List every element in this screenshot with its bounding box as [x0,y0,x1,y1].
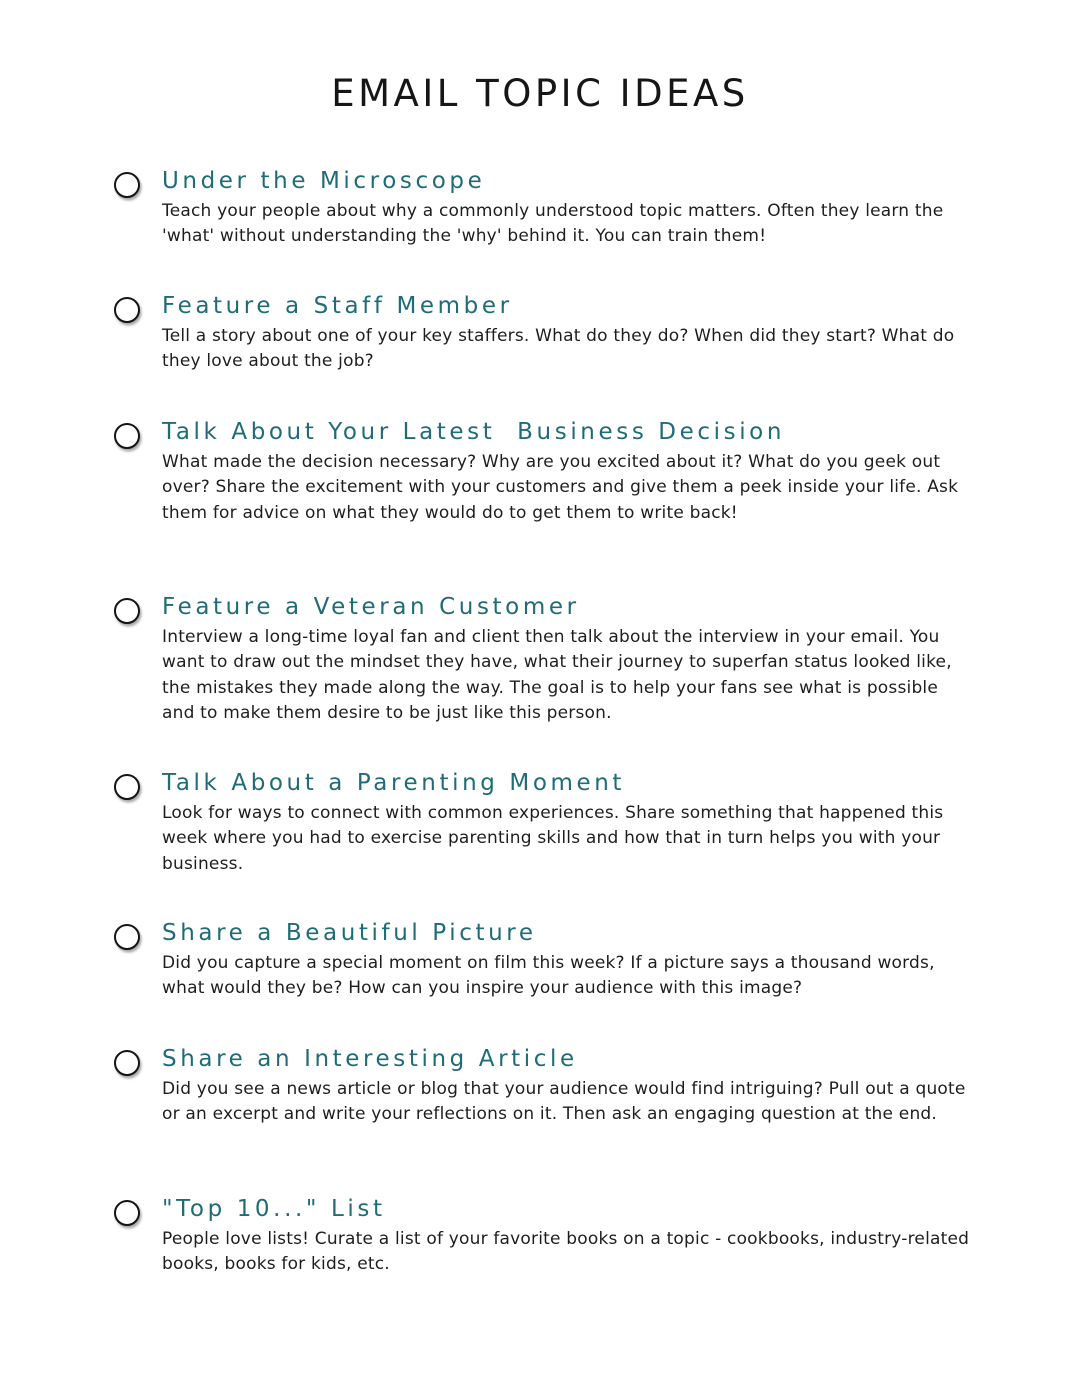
topic-title: Under the Microscope [162,168,486,194]
topic-title: Feature a Veteran Customer [162,594,580,620]
topic-checkbox[interactable] [114,423,140,449]
topic-description: Interview a long-time loyal fan and client then talk about the interview in your email. You want to draw out the mindset they have, what their journey to superfan status looked like, the mistakes they made along the way. The goal is to help your fans see what is possible and to make them desire to be just like this person. [162,627,952,723]
topic-checkbox[interactable] [114,924,140,950]
topic-checkbox[interactable] [114,598,140,624]
topic-description: Tell a story about one of your key staffers. What do they do? When did they start? What do they love about the job? [162,326,955,372]
topic-title: Feature a Staff Member [162,293,513,319]
topic-description: Teach your people about why a commonly understood topic matters. Often they learn the 'what' without understanding the 'why' behind it. You can train them! [162,201,944,247]
topic-checkbox[interactable] [114,1200,140,1226]
topic-title: "Top 10..." List [162,1196,386,1222]
topic-description: Look for ways to connect with common experiences. Share something that happened this week where you had to exercise parenting skills and how that in turn helps you with your business. [162,803,944,874]
topic-description: Did you capture a special moment on film this week? If a picture says a thousand words, what would they be? How can you inspire your audience with this image? [162,953,935,999]
topic-checkbox[interactable] [114,172,140,198]
page-title: EMAIL TOPIC IDEAS [331,72,749,115]
topic-title: Talk About a Parenting Moment [162,770,626,796]
topic-checkbox[interactable] [114,297,140,323]
topic-description: What made the decision necessary? Why are you excited about it? What do you geek out over? Share the excitement with your customers and give them a peek inside your life. Ask them for advice on what they would do to get them to write back! [162,452,959,523]
topic-description: Did you see a news article or blog that your audience would find intriguing? Pull out a quote or an excerpt and write your reflections on it. Then ask an engaging question at the end. [162,1079,966,1125]
topic-title: Share a Beautiful Picture [162,920,537,946]
topic-title: Share an Interesting Article [162,1046,578,1072]
topic-checkbox[interactable] [114,1050,140,1076]
topic-checkbox[interactable] [114,774,140,800]
topic-title: Talk About Your Latest Business Decision [162,419,786,445]
topic-description: People love lists! Curate a list of your favorite books on a topic - cookbooks, industry-related books, books for kids, etc. [162,1229,970,1275]
